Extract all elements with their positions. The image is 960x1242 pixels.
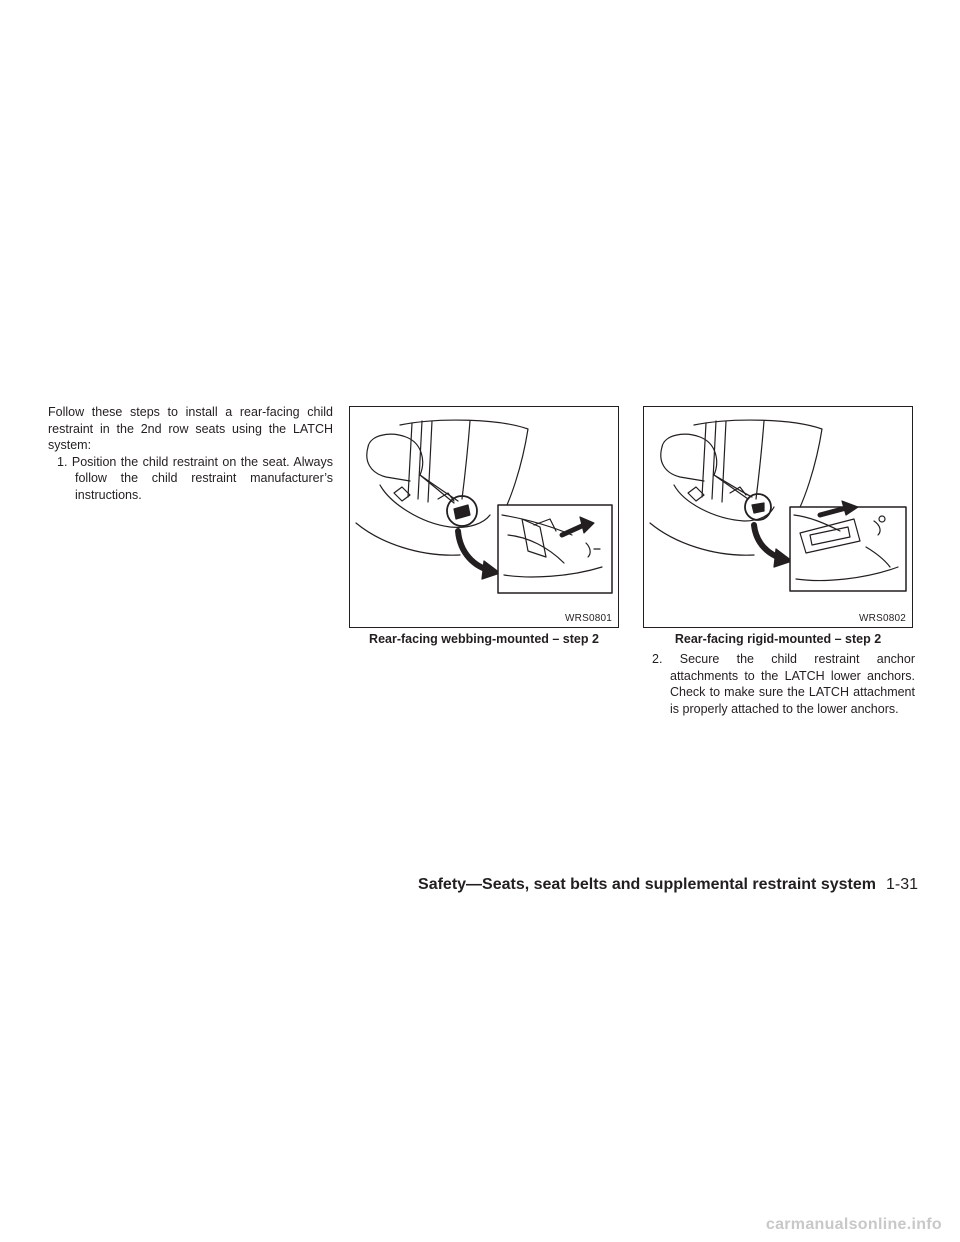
figure-caption: Rear-facing webbing-mounted – step 2 (369, 632, 599, 646)
illustration-rigid-mounted (644, 407, 914, 629)
page-footer (418, 876, 918, 894)
figure-webbing-mounted (349, 406, 619, 628)
step-2-text: Secure the child restraint anchor attachments to the LATCH lower anchors. Check to make sure the LATCH attachment is properly attached to the lower anchors. (670, 652, 915, 716)
section-title: Safety—Seats, seat belts and supplemental restraint system (418, 876, 876, 893)
figure-caption: Rear-facing rigid-mounted – step 2 (674, 632, 882, 646)
watermark: carmanualsonline.info (765, 1216, 942, 1233)
right-column (643, 651, 915, 717)
step-1-text: Position the child restraint on the seat. Always follow the child restraint manufacturer’s instructions. (71, 454, 333, 502)
step-1 (48, 454, 333, 504)
page-number: 1-31 (885, 876, 918, 893)
intro-paragraph: Follow these steps to install a rear-facing child restraint in the 2nd row seats using the LATCH system: (48, 405, 333, 452)
step-2 (643, 651, 915, 717)
figure-code: WRS0801 (565, 613, 612, 624)
figure-code: WRS0802 (859, 613, 906, 624)
figure-rigid-mounted (643, 406, 913, 628)
step-1-number: 1. (57, 454, 68, 469)
left-column (48, 404, 333, 503)
illustration-webbing-mounted (350, 407, 620, 629)
step-2-number: 2. (652, 652, 663, 666)
